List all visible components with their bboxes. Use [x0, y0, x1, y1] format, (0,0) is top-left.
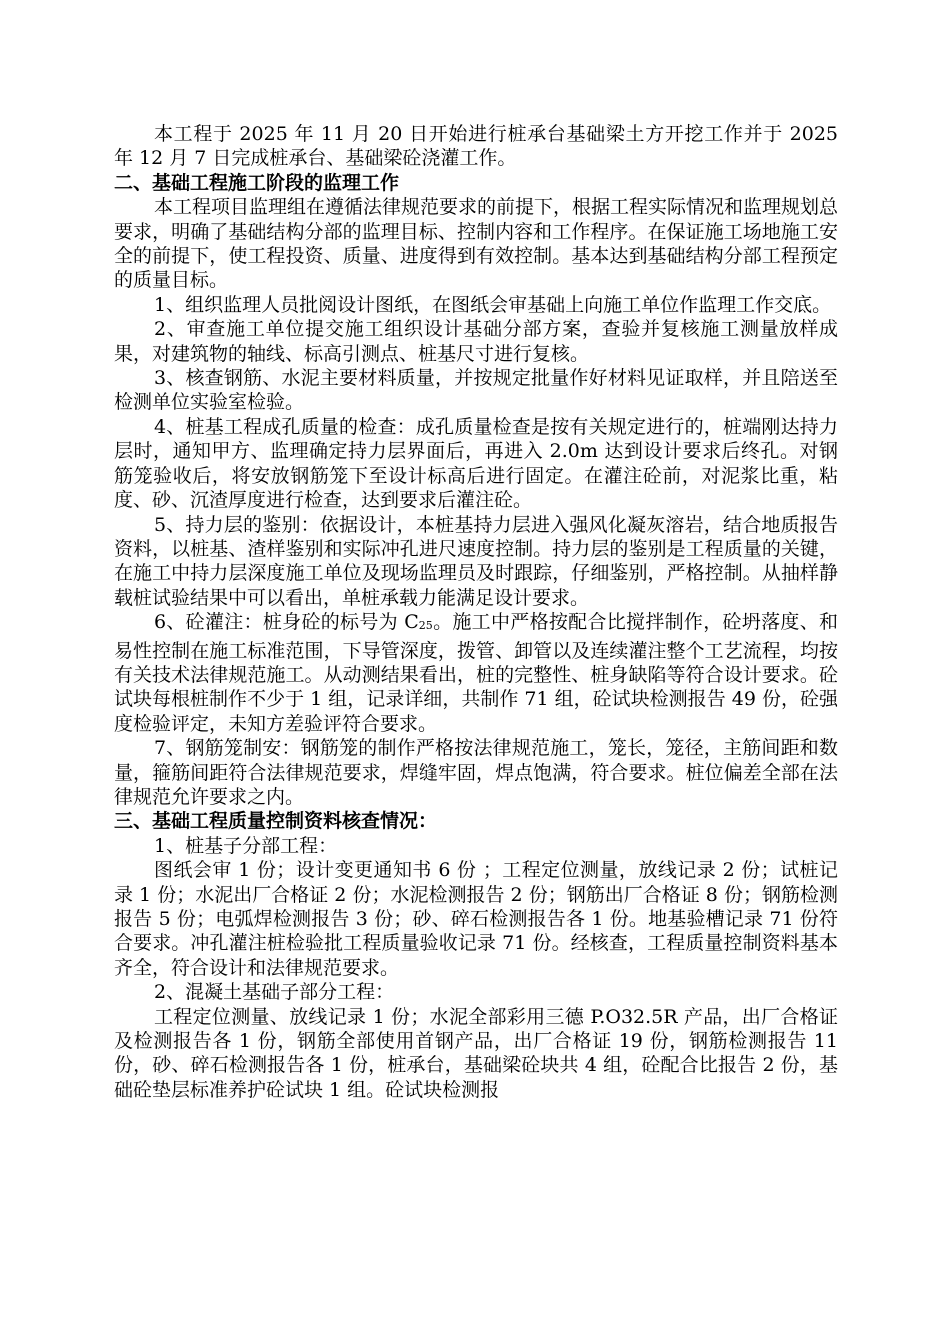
paragraph-subsection-1: 图纸会审 1 份；设计变更通知书 6 份 ；工程定位测量，放线记录 2 份；试桩记录 1 份；水泥出厂合格证 2 份；水泥检测报告 2 份；钢筋出厂合格证 8 份；钢筋检测报告 5 份；电弧焊检测报告 3 份；砂、碎石检测报告各 1 份。地基验槽记录 71 份符合要求。冲孔灌注桩检验批工程质量验收记录 71 份。经核查，工程质量控制资料基本齐全，符合设计和法律规范要求。: [114, 859, 838, 979]
paragraph-subsection-2: 工程定位测量、放线记录 1 份；水泥全部彩用三德 P.O32.5R 产品，出厂合格证及检测报告各 1 份，钢筋全部使用首钢产品，出厂合格证 19 份，钢筋检测报告 11 份，砂、碎石检测报告各 1 份，桩承台，基础梁砼块共 4 组，砼配合比报告 2 份，基础砼垫层标准养护砼试块 1 组。砼试块检测报: [114, 1005, 838, 1101]
paragraph-item-7: 7、钢筋笼制安：钢筋笼的制作严格按法律规范施工，笼长，笼径，主筋间距和数量，箍筋间距符合法律规范要求，焊缝牢固，焊点饱满，符合要求。桩位偏差全部在法律规范允许要求之内。: [114, 737, 838, 808]
paragraph-item-2: 2、审查施工单位提交施工组织设计基础分部方案，查验并复核施工测量放样成果，对建筑物的轴线、标高引测点、桩基尺寸进行复核。: [114, 318, 838, 365]
item6-text-b: 。施工中严格按配合比搅拌制作，砼坍落度、和易性控制在施工标准范围，下导管深度，拨管、卸管以及连续灌注整个工艺流程，均按有关技术法律规范施工。从动测结果看出，桩的完整性、桩身缺陷等符合设计要求。砼试块每根桩制作不少于 1 组，记录详细，共制作 71 组，砼试块检测报告 49 份，砼强度检验评定，未知方差验评符合要求。: [114, 611, 838, 735]
concrete-grade-subscript: 25: [418, 619, 433, 633]
paragraph-item-1: 1、组织监理人员批阅设计图纸，在图纸会审基础上向施工单位作监理工作交底。: [154, 293, 832, 316]
item6-text-a: 6、砼灌注：桩身砼的标号为 C: [154, 611, 419, 634]
section-heading-2: 二、基础工程施工阶段的监理工作: [114, 171, 400, 194]
subsection-title-1: 1、桩基子分部工程：: [154, 834, 338, 857]
paragraph-section2-intro: 本工程项目监理组在遵循法律规范要求的前提下，根据工程实际情况和监理规划总要求，明确了基础结构分部的监理目标、控制内容和工作程序。在保证施工场地施工安全的前提下，使工程投资、质量、进度得到有效控制。基本达到基础结构分部工程预定的质量目标。: [114, 196, 839, 292]
document-page: [114, 122, 838, 1102]
paragraph-intro: 本工程于 2025 年 11 月 20 日开始进行桩承台基础梁土方开挖工作并于 2025 年 12 月 7 日完成桩承台、基础梁砼浇灌工作。: [114, 123, 838, 170]
paragraph-item-5: 5、持力层的鉴别：依据设计，本桩基持力层进入强风化凝灰溶岩，结合地质报告资料，以桩基、渣样鉴别和实际冲孔进尺速度控制。持力层的鉴别是工程质量的关键，在施工中持力层深度施工单位及现场监理员及时跟踪，仔细鉴别，严格控制。从抽样静载桩试验结果中可以看出，单桩承载力能满足设计要求。: [114, 513, 838, 609]
subsection-title-2: 2、混凝土基础子部分工程：: [154, 981, 395, 1004]
paragraph-item-4: 4、桩基工程成孔质量的检查：成孔质量检查是按有关规定进行的，桩端刚达持力层时，通知甲方、监理确定持力层界面后，再进入 2.0m 达到设计要求后终孔。对钢筋笼验收后，将安放钢筋笼下至设计标高后进行固定。在灌注砼前，对泥浆比重，粘度、砂、沉渣厚度进行检查，达到要求后灌注砼。: [114, 415, 838, 512]
paragraph-item-3: 3、核查钢筋、水泥主要材料质量，并按规定批量作好材料见证取样，并且陪送至检测单位实验室检验。: [114, 367, 838, 414]
paragraph-item-6: [114, 610, 838, 736]
section-heading-3: 三、基础工程质量控制资料核查情况：: [114, 810, 438, 833]
